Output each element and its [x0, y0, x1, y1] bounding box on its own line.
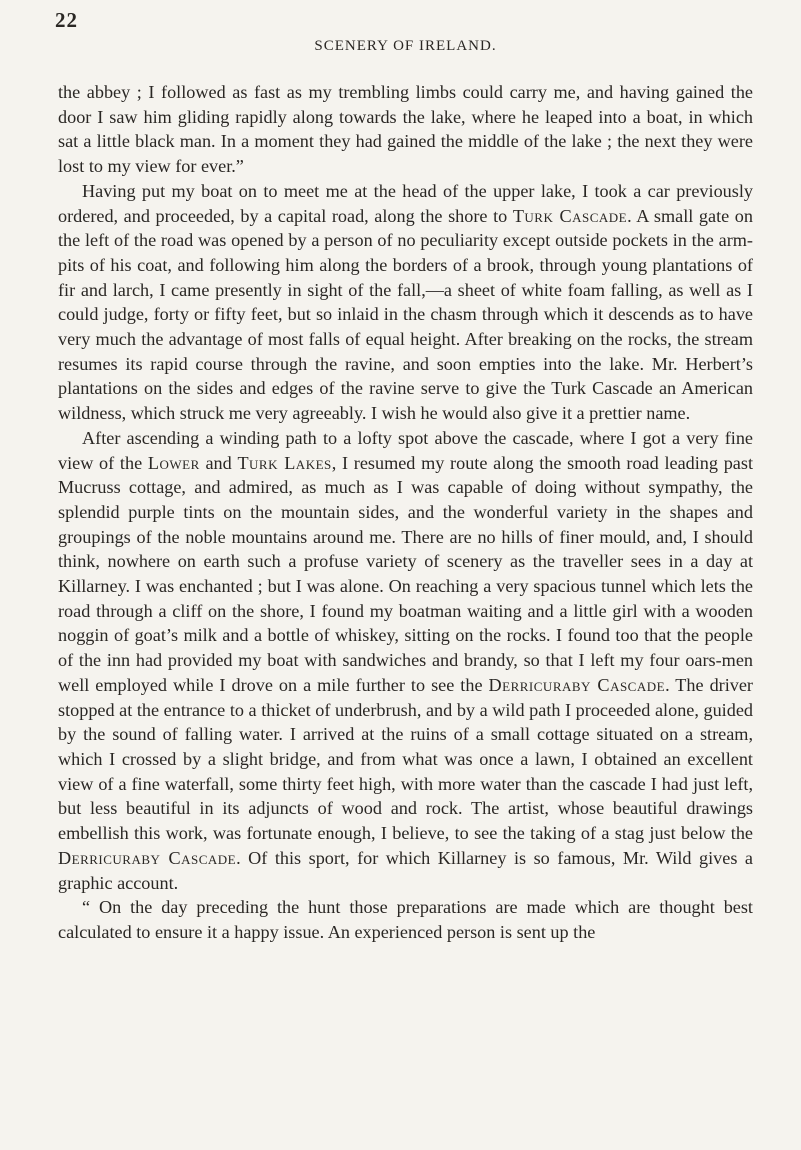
- running-title: SCENERY OF IRELAND.: [314, 38, 497, 54]
- small-caps-name: Derricuraby Cascade: [488, 674, 666, 695]
- text-run: After ascending a winding path to a lofty spot above the cascade, where I got a very fine view of the: [58, 427, 753, 473]
- paragraph-4: [58, 895, 753, 944]
- paragraph-1: [58, 80, 753, 179]
- paragraph-2: [58, 179, 753, 426]
- page-header: [55, 8, 753, 80]
- small-caps-name: Lower: [147, 452, 200, 473]
- small-caps-name: Turk Cascade: [512, 205, 628, 226]
- text-run: . A small gate on the left of the road was opened by a person of no peculiarity except outside pockets in the arm-pits of his coat, and following him along the borders of a brook, through young plantations of fir and larch, I came presently in sight of the fall,—a sheet of white foam falling, as well as I could judge, forty or fifty feet, but so inlaid in the chasm through which it descends as to have very much the advantage of most falls of equal height. After breaking on the rocks, the stream resumes its rapid course through the ravine, and soon empties into the lake. Mr. Herbert’s plantations on the sides and edges of the ravine serve to give the Turk Cascade an American wildness, which struck me very agreeably. I wish he would also give it a prettier name.: [58, 205, 753, 424]
- text-run: “ On the day preceding the hunt those preparations are made which are thought best calculated to ensure it a happy issue. An experienced person is sent up the: [58, 897, 753, 942]
- text-run: . The driver stopped at the entrance to a thicket of underbrush, and by a wild path I proceeded alone, guided by the sound of falling water. I arrived at the ruins of a small cottage situated on a stream, which I crossed by a slight bridge, and from what was once a lawn, I obtained an excellent view of a fine waterfall, some thirty feet high, with more water than the cascade I had just left, but less beautiful in its adjuncts of wood and rock. The artist, whose beautiful drawings embellish this work, was fortunate enough, I believe, to see the taking of a stag just below the: [58, 674, 753, 844]
- body-text: [58, 80, 753, 945]
- text-run: , I resumed my route along the smooth road leading past Mucruss cottage, and admired, as much as I was capable of doing without sympathy, the splendid purple tints on the mountain sides, and the wonderful variety in the shapes and groupings of the noble mountains around me. There are no hills of finer mould, and, I should think, nowhere on earth such a profuse variety of scenery as the traveller sees in a day at Killarney. I was enchanted ; but I was alone. On reaching a very spacious tunnel which lets the road through a cliff on the shore, I found my boatman waiting and a little girl with a wooden noggin of goat’s milk and a bottle of whiskey, sitting on the rocks. I found too that the people of the inn had provided my boat with sandwiches and brandy, so that I left my four oars-men well employed while I drove on a mile further to see the: [58, 452, 753, 695]
- text-run: and: [199, 452, 238, 473]
- text-run: . Of this sport, for which Killarney is so famous, Mr. Wild gives a graphic account.: [58, 847, 753, 893]
- text-run: Having put my boat on to meet me at the head of the upper lake, I took a car previously ordered, and proceeded, by a capital road, along the shore to: [58, 180, 753, 226]
- page-number: 22: [55, 8, 78, 32]
- small-caps-name: Derricuraby Cascade: [58, 847, 237, 868]
- text-run: the abbey ; I followed as fast as my trembling limbs could carry me, and having gained the door I saw him gliding rapidly along towards the lake, where he leaped into a boat, in which sat a little black man. In a moment they had gained the middle of the lake ; the next they were lost to my view for ever.”: [58, 82, 753, 177]
- paragraph-3: [58, 426, 753, 895]
- small-caps-name: Turk Lakes: [237, 452, 332, 473]
